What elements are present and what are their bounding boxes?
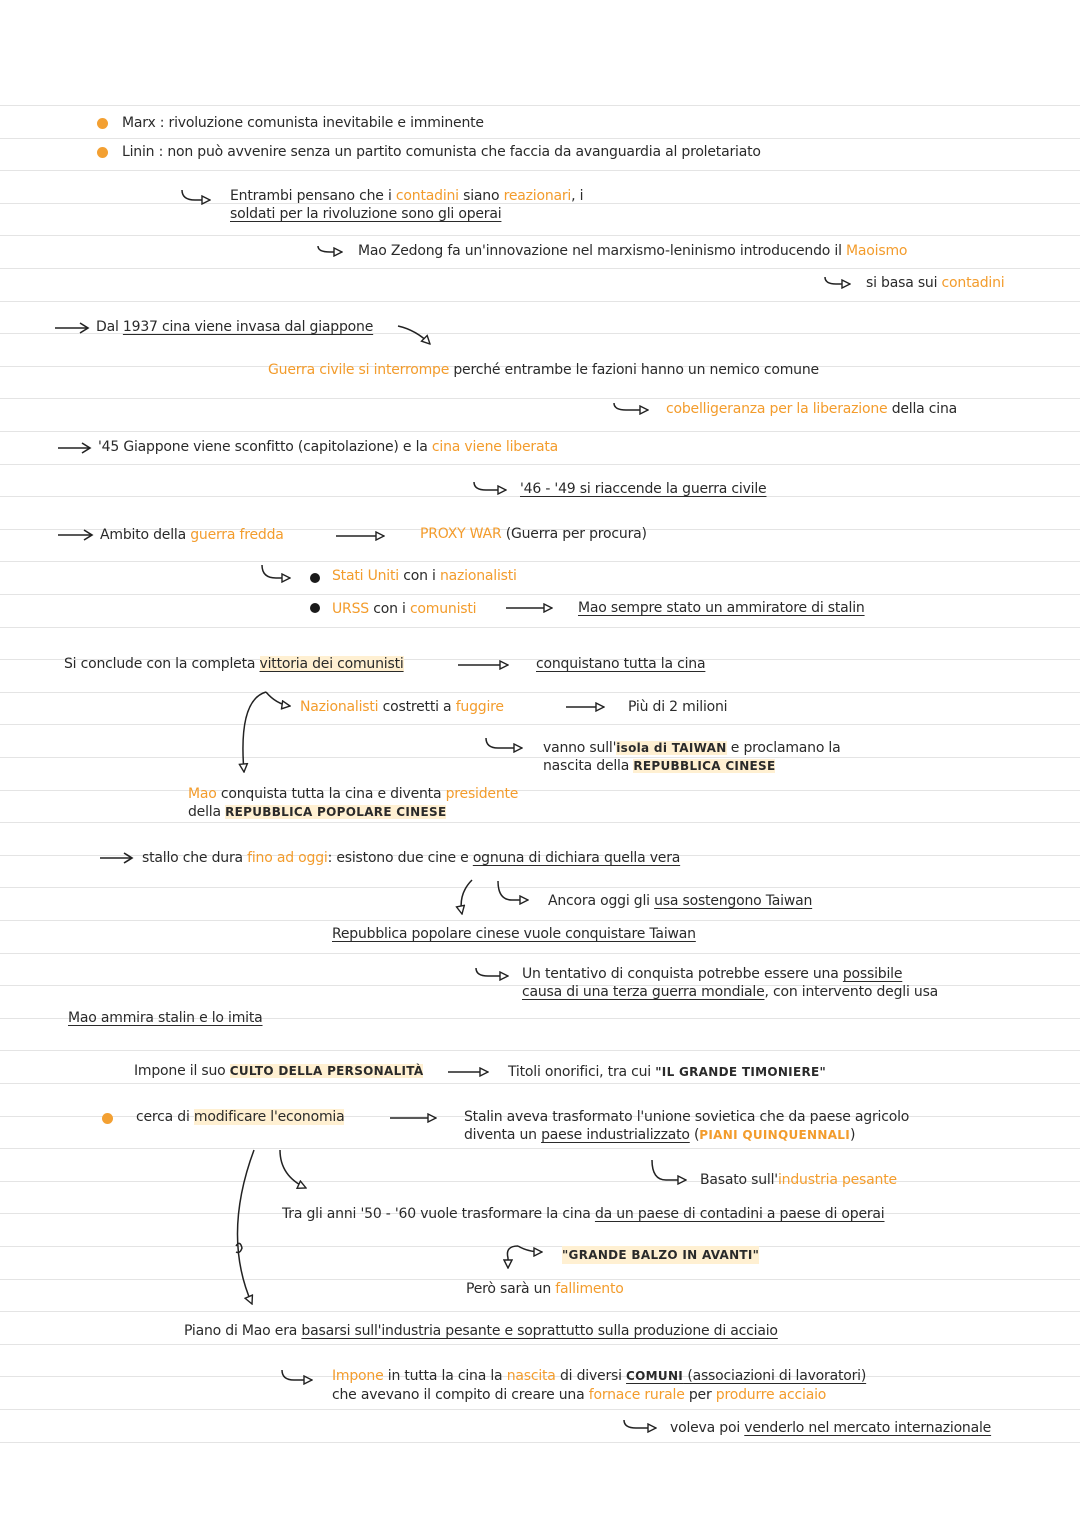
hook-arrow (652, 1160, 686, 1180)
hook-arrow (262, 565, 290, 578)
ruled-line (0, 1344, 1080, 1345)
hook-arrow (476, 968, 508, 976)
contadini-reazionari: Entrambi pensano che i contadini siano reazionari, i (230, 188, 584, 204)
curved-arrow (243, 692, 266, 772)
fornace-rurale: che avevano il compito di creare una fornace rurale per produrre acciaio (332, 1387, 827, 1403)
hook-arrow (282, 1370, 312, 1380)
cobelligeranza: cobelligeranza per la liberazione della cina (666, 401, 958, 417)
ruled-line (0, 105, 1080, 106)
bullet-dot (310, 603, 320, 613)
comuni: Impone in tutta la cina la nascita di diversi COMUNI (associazioni di lavoratori) (332, 1368, 867, 1384)
mao-imita-stalin: Mao ammira stalin e lo imita (68, 1010, 263, 1026)
isola-taiwan: vanno sull'isola di TAIWAN e proclamano la (543, 740, 841, 756)
riaccende-guerra: '46 - '49 si riaccende la guerra civile (520, 481, 767, 497)
usa-nazionalisti: Stati Uniti con i nazionalisti (332, 568, 517, 584)
ruled-line (0, 235, 1080, 236)
curved-arrow (266, 692, 290, 706)
maoismo-line: Mao Zedong fa un'innovazione nel marxismo-leninismo introducendo il Maoismo (358, 243, 908, 259)
hook-arrow (498, 881, 528, 900)
ruled-line (0, 627, 1080, 628)
guerra-fredda: Ambito della guerra fredda (100, 527, 284, 543)
titoli-onorifici: Titoli onorifici, tra cui "IL GRANDE TIMONIERE" (508, 1064, 827, 1080)
anni-50-60: Tra gli anni '50 - '60 vuole trasformare la cina da un paese di contadini a paese di operai (282, 1206, 885, 1222)
bullet-dot (310, 573, 320, 583)
ruled-line (0, 170, 1080, 171)
culto-personalita: Impone il suo CULTO DELLA PERSONALITÀ (134, 1063, 424, 1079)
hook-arrow (825, 277, 850, 284)
hook-arrow (182, 190, 210, 200)
curved-arrow (280, 1150, 306, 1188)
ruled-line (0, 692, 1080, 693)
ruled-line (0, 1181, 1080, 1182)
marx-line: Marx : rivoluzione comunista inevitabile e imminente (122, 115, 484, 131)
modificare-economia: cerca di modificare l'economia (136, 1109, 345, 1125)
curved-arrow (461, 880, 472, 914)
ruled-line (0, 887, 1080, 888)
ruled-line (0, 464, 1080, 465)
piano-mao: Piano di Mao era basarsi sull'industria pesante e soprattutto sulla produzione di acciaio (184, 1323, 778, 1339)
curved-arrow (237, 1150, 254, 1304)
hook-arrow (486, 738, 522, 748)
paese-industrializzato: diventa un paese industrializzato (PIANI QUINQUENNALI) (464, 1127, 856, 1143)
hook-arrow (614, 403, 648, 410)
fallimento: Però sarà un fallimento (466, 1281, 624, 1297)
ruled-line (0, 1409, 1080, 1410)
grande-balzo: "GRANDE BALZO IN AVANTI" (562, 1248, 760, 1262)
contadini-base: si basa sui contadini (866, 275, 1005, 291)
ruled-line (0, 561, 1080, 562)
stallo: stallo che dura fino ad oggi: esistono due cine e ognuna di dichiara quella vera (142, 850, 681, 866)
conquistano-cina: conquistano tutta la cina (536, 656, 706, 672)
ruled-line (0, 757, 1080, 758)
stalin-trasformato: Stalin aveva trasformato l'unione sovietica che da paese agricolo (464, 1109, 910, 1125)
invasione-giappone: Dal 1937 cina viene invasa dal giappone (96, 319, 374, 335)
soldati-operai: soldati per la rivoluzione sono gli operai (230, 206, 502, 222)
ruled-line (0, 594, 1080, 595)
lenin-line: Linin : non può avvenire senza un partito comunista che faccia da avanguardia al proletariato (122, 144, 761, 160)
rpc: della REPUBBLICA POPOLARE CINESE (188, 804, 447, 820)
ruled-line (0, 953, 1080, 954)
terza-guerra: causa di una terza guerra mondiale, con intervento degli usa (522, 984, 939, 1000)
ruled-line (0, 724, 1080, 725)
rpc-vuole-taiwan: Repubblica popolare cinese vuole conquistare Taiwan (332, 926, 696, 942)
ruled-line (0, 1050, 1080, 1051)
ruled-line (0, 138, 1080, 139)
venderlo: voleva poi venderlo nel mercato internazionale (670, 1420, 992, 1436)
tentativo-conquista: Un tentativo di conquista potrebbe essere una possibile (522, 966, 903, 982)
ruled-line (0, 1148, 1080, 1149)
hook-arrow (507, 1246, 518, 1268)
ruled-line (0, 268, 1080, 269)
mao-ammiratore: Mao sempre stato un ammiratore di stalin (578, 600, 865, 616)
capitolazione: '45 Giappone viene sconfitto (capitolazione) e la cina viene liberata (98, 439, 559, 455)
bullet-dot (102, 1113, 113, 1124)
industria-pesante: Basato sull'industria pesante (700, 1172, 897, 1188)
ruled-line (0, 1442, 1080, 1443)
hook-arrow (624, 1420, 656, 1428)
usa-taiwan: Ancora oggi gli usa sostengono Taiwan (548, 893, 813, 909)
ruled-line (0, 431, 1080, 432)
ruled-line (0, 1083, 1080, 1084)
curved-arrow (398, 326, 430, 344)
hook-arrow (474, 482, 506, 490)
ruled-line (0, 790, 1080, 791)
bullet-dot (97, 147, 108, 158)
bullet-dot (97, 118, 108, 129)
ruled-line (0, 301, 1080, 302)
vittoria-comunisti: Si conclude con la completa vittoria dei comunisti (64, 656, 404, 672)
ruled-line (0, 1246, 1080, 1247)
ruled-line (0, 1311, 1080, 1312)
hook-arrow (318, 246, 342, 252)
proxy-war: PROXY WAR (Guerra per procura) (420, 526, 647, 542)
due-milioni: Più di 2 milioni (628, 699, 728, 715)
nazionalisti-fuggire: Nazionalisti costretti a fuggire (300, 699, 504, 715)
repubblica-cinese: nascita della REPUBBLICA CINESE (543, 758, 776, 774)
urss-comunisti: URSS con i comunisti (332, 601, 477, 617)
mao-presidente: Mao conquista tutta la cina e diventa presidente (188, 786, 519, 802)
ruled-line (0, 920, 1080, 921)
guerra-civile-interrotta: Guerra civile si interrompe perché entrambe le fazioni hanno un nemico comune (268, 362, 819, 378)
ruled-line (0, 822, 1080, 823)
